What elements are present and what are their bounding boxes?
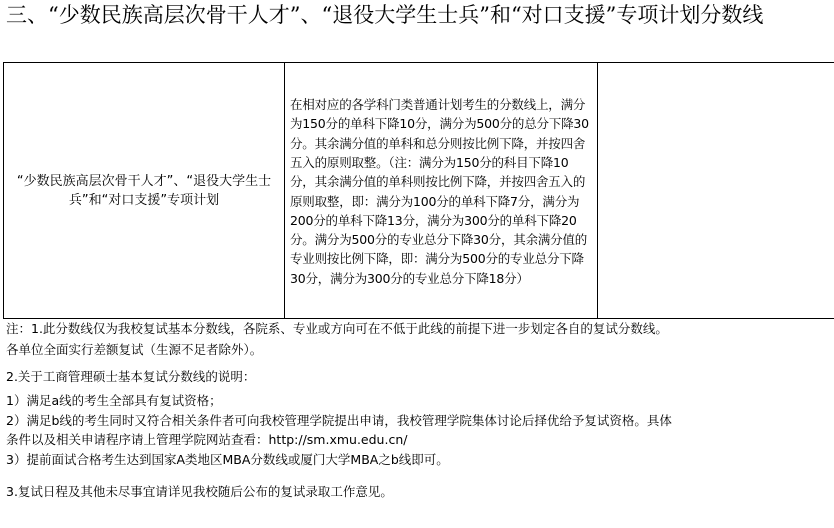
- note-2-item-1: 1）满足a线的考生全部具有复试资格；: [6, 393, 222, 408]
- note-1-line-1: 注：1.此分数线仅为我校复试基本分数线，各院系、专业或方向可在不低于此线的前提下进一步划定各自的复试分数线。: [6, 321, 668, 336]
- table-row: [4, 63, 834, 319]
- section-title: 三、“少数民族高层次骨干人才”、“退役大学生士兵”和“对口支援”专项计划分数线: [6, 3, 764, 27]
- note-2-item-3: 3）提前面试合格考生达到国家A类地区MBA分数线或厦门大学MBA之b线即可。: [6, 452, 449, 467]
- note-2-heading: 2.关于工商管理硕士基本复试分数线的说明：: [6, 369, 256, 384]
- score-table: [3, 62, 834, 319]
- program-name-cell: “少数民族高层次骨干人才”、“退役大学生士兵”和“对口支援”专项计划: [4, 63, 285, 319]
- note-3: 3.复试日程及其他未尽事宜请详见我校随后公布的复试录取工作意见。: [6, 484, 393, 499]
- note-2-item-2-line-2: 条件以及相关申请程序请上管理学院网站查看：http://sm.xmu.edu.cn/: [6, 432, 408, 447]
- empty-cell: [598, 63, 834, 319]
- score-rule-cell: 在相对应的各学科门类普通计划考生的分数线上，满分为150分的单科下降10分，满分为500分的总分下降30分。其余满分值的单科和总分则按比例下降，并按四舍五入的原则取整。（注：满分为150分的科目下降10分，其余满分值的单科则按比例下降，并按四舍五入的原则取整，即：满分为100分的单科下降7分，满分为200分的单科下降13分，满分为300分的单科下降20分。满分为500分的专业总分下降30分，其余满分值的专业则按比例下降，即：满分为500分的专业总分下降30分，满分为300分的专业总分下降18分）: [285, 63, 598, 319]
- note-2-item-2-line-1: 2）满足b线的考生同时又符合相关条件者可向我校管理学院提出申请，我校管理学院集体讨论后择优给予复试资格。具体: [6, 413, 672, 428]
- note-1-line-2: 各单位全面实行差额复试（生源不足者除外）。: [6, 342, 263, 357]
